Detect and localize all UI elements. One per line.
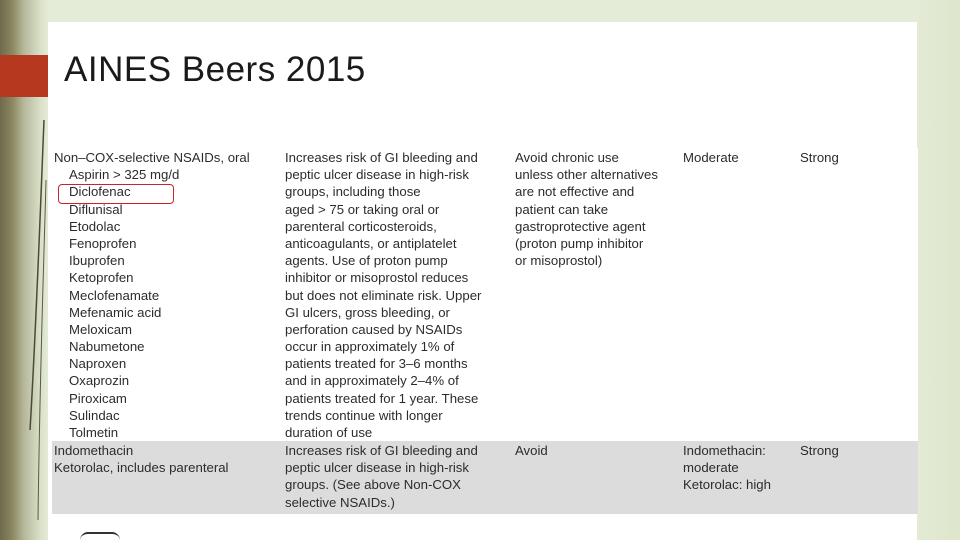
- cell-text-line: moderate: [683, 460, 739, 476]
- cell-text-line: Avoid: [515, 443, 548, 458]
- cell-text-line: aged > 75 or taking oral or: [285, 201, 440, 217]
- table-row: [52, 441, 918, 514]
- table-row: [52, 148, 918, 441]
- cell-text-line: unless other alternatives: [515, 167, 658, 183]
- cell-text-line: but does not eliminate risk. Upper: [285, 287, 482, 303]
- quality-of-evidence-cell: [683, 442, 771, 494]
- cell-text-line: Increases risk of GI bleeding and: [285, 150, 478, 165]
- drug-name: Naproxen: [69, 356, 127, 372]
- cell-text-line: Strong: [800, 150, 839, 165]
- cell-text-line: and in approximately 2–4% of: [285, 373, 459, 389]
- drug-name: Non–COX-selective NSAIDs, oral: [54, 150, 250, 165]
- cell-text-line: occur in approximately 1% of: [285, 339, 455, 355]
- title-accent-bar: [0, 55, 48, 97]
- cell-text-line: Indomethacin:: [683, 443, 766, 458]
- recommendation-cell: [515, 149, 658, 269]
- drug-name: Meclofenamate: [69, 287, 160, 303]
- drug-name: Tolmetin: [69, 425, 119, 440]
- cell-text-line: GI ulcers, gross bleeding, or: [285, 304, 450, 320]
- drug-name: Ibuprofen: [69, 253, 125, 269]
- cell-text-line: duration of use: [285, 425, 373, 440]
- strength-of-recommendation-cell: [800, 442, 839, 459]
- cell-text-line: (proton pump inhibitor: [515, 235, 644, 251]
- cell-text-line: groups. (See above Non-COX: [285, 477, 461, 493]
- cell-text-line: inhibitor or misoprostol reduces: [285, 270, 469, 286]
- drug-name: Ketoprofen: [69, 270, 134, 286]
- cell-text-line: anticoagulants, or antiplatelet: [285, 235, 457, 251]
- cell-text-line: trends continue with longer: [285, 407, 443, 423]
- rationale-cell: [285, 149, 481, 441]
- drug-name: Indomethacin: [54, 443, 134, 458]
- drug-list-cell: [54, 442, 228, 476]
- drug-name: Nabumetone: [69, 339, 145, 355]
- drug-name: Sulindac: [69, 407, 120, 423]
- cell-text-line: peptic ulcer disease in high-risk: [285, 460, 469, 476]
- cell-text-line: parenteral corticosteroids,: [285, 218, 437, 234]
- cell-text-line: patients treated for 1 year. These: [285, 390, 479, 406]
- cell-text-line: selective NSAIDs.): [285, 494, 395, 510]
- drug-name: Diflunisal: [69, 201, 123, 217]
- cell-text-line: groups, including those: [285, 184, 421, 200]
- drug-name: Etodolac: [69, 218, 121, 234]
- drug-name: Aspirin > 325 mg/d: [69, 167, 180, 183]
- cell-text-line: perforation caused by NSAIDs: [285, 321, 463, 337]
- cell-text-line: agents. Use of proton pump: [285, 253, 448, 269]
- drug-name: Oxaprozin: [69, 373, 130, 389]
- beers-criteria-table: [52, 148, 918, 514]
- recommendation-cell: [515, 442, 548, 459]
- cell-text-line: Moderate: [683, 150, 739, 165]
- cell-text-line: Strong: [800, 443, 839, 458]
- drug-name: Meloxicam: [69, 321, 133, 337]
- drug-name: Piroxicam: [69, 390, 127, 406]
- quality-of-evidence-cell: [683, 149, 739, 166]
- drug-name: Ketorolac, includes parenteral: [54, 460, 229, 476]
- drug-name: Diclofenac: [69, 184, 131, 200]
- drug-name: Mefenamic acid: [69, 304, 162, 320]
- decorative-mark: [80, 532, 120, 540]
- drug-name: Fenoprofen: [69, 235, 137, 251]
- cell-text-line: Ketorolac: high: [683, 477, 771, 493]
- cell-text-line: Avoid chronic use: [515, 150, 619, 165]
- slide-title: AINES Beers 2015: [64, 50, 366, 89]
- cell-text-line: gastroprotective agent: [515, 218, 646, 234]
- cell-text-line: are not effective and: [515, 184, 635, 200]
- background-right-strip: [916, 0, 960, 540]
- cell-text-line: peptic ulcer disease in high-risk: [285, 167, 469, 183]
- diclofenac-highlight-box: [58, 184, 174, 204]
- cell-text-line: patient can take: [515, 201, 609, 217]
- rationale-cell: [285, 442, 478, 511]
- cell-text-line: or misoprostol): [515, 253, 603, 269]
- strength-of-recommendation-cell: [800, 149, 839, 166]
- cell-text-line: Increases risk of GI bleeding and: [285, 443, 478, 458]
- cell-text-line: patients treated for 3–6 months: [285, 356, 468, 372]
